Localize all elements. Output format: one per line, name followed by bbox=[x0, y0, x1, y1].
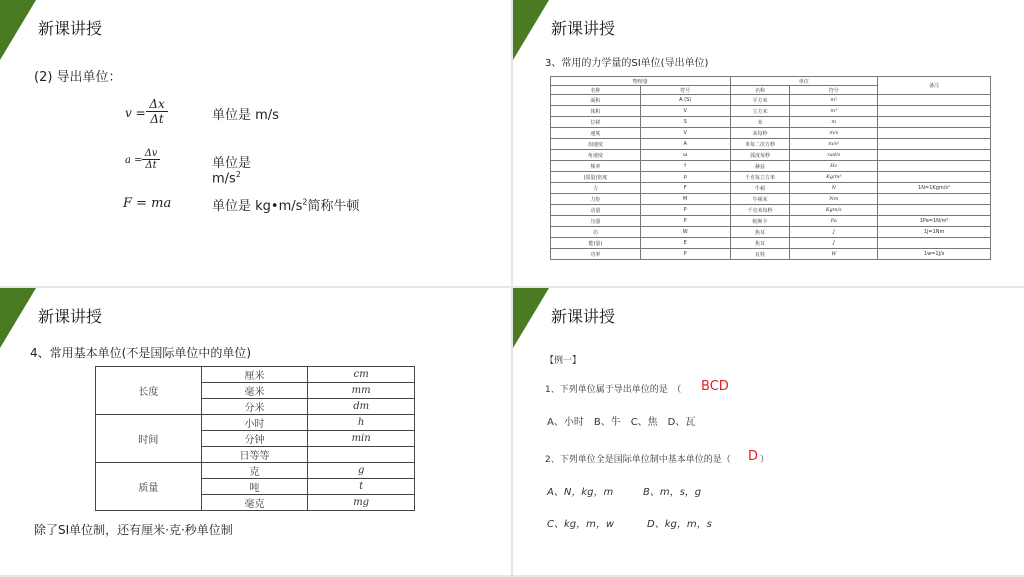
footer-note: 除了SI单位制，还有厘米·克·秒单位制 bbox=[34, 523, 233, 537]
cell-unit-symbol: m³ bbox=[790, 106, 878, 117]
green-corner-decoration bbox=[0, 288, 36, 348]
cell-unit-name: 焦耳 bbox=[730, 227, 790, 238]
slide-derived-units[interactable] bbox=[0, 0, 511, 286]
question-2-close: ） bbox=[760, 455, 770, 465]
cell-remark: 1N=1Kgm/s² bbox=[878, 183, 991, 194]
table-row bbox=[551, 227, 991, 238]
header-quantity: 物理量 bbox=[551, 77, 731, 86]
cell-symbol: f bbox=[640, 161, 730, 172]
cell-unit-symbol: Nm bbox=[790, 194, 878, 205]
header-symbol: 符号 bbox=[640, 86, 730, 95]
table-row bbox=[551, 205, 991, 216]
cell-unit-name: 米 bbox=[730, 117, 790, 128]
cell-remark bbox=[878, 128, 991, 139]
unit-symbol bbox=[308, 447, 415, 463]
cell-name: 频率 bbox=[551, 161, 641, 172]
section-heading: (2) 导出单位： bbox=[34, 70, 122, 85]
unit-force: 单位是 $kg•m/s^2$简称牛顿 bbox=[212, 197, 360, 214]
table-row bbox=[551, 183, 991, 194]
cell-remark bbox=[878, 238, 991, 249]
section-heading: 3、常用的力学量的SI单位(导出单位) bbox=[545, 58, 709, 69]
slide-examples[interactable] bbox=[513, 288, 1024, 575]
si-table-body bbox=[551, 95, 991, 260]
formula-force: F = ma bbox=[123, 196, 172, 211]
unit-acceleration-line1: 单位是 bbox=[212, 156, 252, 171]
formula-v-fraction bbox=[146, 97, 168, 126]
cell-remark bbox=[878, 161, 991, 172]
unit-name: 分米 bbox=[201, 399, 308, 415]
section-heading: 4、常用基本单位(不是国际单位中的单位) bbox=[30, 346, 251, 360]
cell-symbol: A bbox=[640, 139, 730, 150]
header-remark: 备注 bbox=[878, 77, 991, 95]
question-2: 2、下列单位全是国际单位制中基本单位的是（ bbox=[545, 455, 731, 465]
cell-symbol: M bbox=[640, 194, 730, 205]
cell-remark: 1J=1Nm bbox=[878, 227, 991, 238]
cell-unit-name: 牛顿 bbox=[730, 183, 790, 194]
unit-acceleration-line2: $m/s^2$ bbox=[212, 170, 241, 187]
cell-symbol: S bbox=[640, 117, 730, 128]
slide-title: 新课讲授 bbox=[551, 307, 616, 326]
cell-unit-name: 立方米 bbox=[730, 106, 790, 117]
table-row bbox=[551, 172, 991, 183]
cell-name: 面积 bbox=[551, 95, 641, 106]
cell-remark: 1w=1J/s bbox=[878, 249, 991, 260]
cell-symbol: P bbox=[640, 249, 730, 260]
table-row bbox=[551, 249, 991, 260]
question-1-options: A、小时 B、牛 C、焦 D、瓦 bbox=[547, 417, 696, 428]
group-label: 质量 bbox=[96, 463, 202, 511]
cell-name: 速度 bbox=[551, 128, 641, 139]
cell-remark bbox=[878, 172, 991, 183]
header-name: 名称 bbox=[551, 86, 641, 95]
unit-symbol: t bbox=[308, 479, 415, 495]
question-1-answer: BCD bbox=[701, 379, 729, 394]
example-label: 【例一】 bbox=[545, 356, 582, 366]
header-unit-symbol: 符号 bbox=[790, 86, 878, 95]
green-corner-decoration bbox=[513, 0, 549, 60]
unit-name: 毫米 bbox=[201, 383, 308, 399]
formula-v-denominator: Δt bbox=[146, 111, 168, 126]
group-label: 长度 bbox=[96, 367, 202, 415]
cell-unit-name: 瓦特 bbox=[730, 249, 790, 260]
cell-unit-symbol: m bbox=[790, 117, 878, 128]
green-corner-decoration bbox=[513, 288, 549, 348]
cell-symbol: V bbox=[640, 128, 730, 139]
cell-symbol: F bbox=[640, 183, 730, 194]
cell-unit-name: 赫兹 bbox=[730, 161, 790, 172]
green-corner-decoration bbox=[0, 0, 36, 60]
cell-unit-symbol: N bbox=[790, 183, 878, 194]
unit-name: 厘米 bbox=[201, 367, 308, 383]
cell-name: 加速度 bbox=[551, 139, 641, 150]
cell-unit-name: 米每二次方秒 bbox=[730, 139, 790, 150]
table-row bbox=[551, 139, 991, 150]
cell-unit-symbol: m/s² bbox=[790, 139, 878, 150]
table-row bbox=[551, 95, 991, 106]
cell-name: 压强 bbox=[551, 216, 641, 227]
table-row bbox=[551, 194, 991, 205]
cell-unit-symbol: m² bbox=[790, 95, 878, 106]
formula-a-lhs: a = bbox=[125, 155, 143, 166]
unit-name: 小时 bbox=[201, 415, 308, 431]
formula-a-fraction bbox=[142, 148, 160, 171]
slide-title: 新课讲授 bbox=[551, 19, 616, 38]
cell-symbol: W bbox=[640, 227, 730, 238]
question-2-option-a: A、N，kg，m bbox=[547, 487, 614, 498]
cell-symbol: A (S) bbox=[640, 95, 730, 106]
cell-symbol: E bbox=[640, 238, 730, 249]
cell-unit-symbol: rad/s bbox=[790, 150, 878, 161]
question-1: 1、下列单位属于导出单位的是 （ bbox=[545, 385, 682, 395]
cell-symbol: ρ bbox=[640, 172, 730, 183]
table-row bbox=[551, 216, 991, 227]
cell-unit-symbol: J bbox=[790, 227, 878, 238]
formula-v-numerator: Δx bbox=[149, 97, 165, 111]
table-row bbox=[551, 238, 991, 249]
cell-unit-symbol: W bbox=[790, 249, 878, 260]
question-2-option-b: B、m，s，g bbox=[643, 487, 702, 498]
base-units-table bbox=[95, 366, 415, 511]
cell-symbol: P bbox=[640, 205, 730, 216]
cell-remark bbox=[878, 205, 991, 216]
cell-unit-name: 千克米每秒 bbox=[730, 205, 790, 216]
cell-name: 角速度 bbox=[551, 150, 641, 161]
cell-remark: 1Pa=1N/m² bbox=[878, 216, 991, 227]
table-row bbox=[551, 128, 991, 139]
table-row bbox=[551, 150, 991, 161]
question-2-option-d: D、kg，m，s bbox=[647, 519, 712, 530]
cell-unit-name: 弧度每秒 bbox=[730, 150, 790, 161]
cell-name: 动量 bbox=[551, 205, 641, 216]
unit-velocity: 单位是 m/s bbox=[212, 108, 279, 123]
unit-name: 克 bbox=[201, 463, 308, 479]
cell-unit-name: 千克每立方米 bbox=[730, 172, 790, 183]
table-row bbox=[96, 415, 415, 431]
header-unit: 单位 bbox=[730, 77, 878, 86]
slide-title: 新课讲授 bbox=[38, 307, 103, 326]
table-row bbox=[551, 106, 991, 117]
cell-unit-name: 焦耳 bbox=[730, 238, 790, 249]
cell-unit-name: 平方米 bbox=[730, 95, 790, 106]
table-row bbox=[96, 367, 415, 383]
table-row bbox=[551, 117, 991, 128]
cell-name: 位移 bbox=[551, 117, 641, 128]
cell-name: 功 bbox=[551, 227, 641, 238]
unit-symbol: mg bbox=[308, 495, 415, 511]
question-2-option-c: C、kg，m，w bbox=[547, 519, 615, 530]
cell-name: 力 bbox=[551, 183, 641, 194]
unit-symbol: min bbox=[308, 431, 415, 447]
table-row bbox=[551, 161, 991, 172]
cell-unit-symbol: Pa bbox=[790, 216, 878, 227]
header-unit-name: 名称 bbox=[730, 86, 790, 95]
unit-symbol: mm bbox=[308, 383, 415, 399]
unit-symbol: g bbox=[308, 463, 415, 479]
formula-a-denominator: Δt bbox=[142, 159, 160, 171]
group-label: 时间 bbox=[96, 415, 202, 463]
cell-unit-name: 牛顿米 bbox=[730, 194, 790, 205]
cell-symbol: P bbox=[640, 216, 730, 227]
unit-name: 日等等 bbox=[201, 447, 308, 463]
cell-name: 功率 bbox=[551, 249, 641, 260]
cell-name: (质量)密度 bbox=[551, 172, 641, 183]
cell-symbol: ω bbox=[640, 150, 730, 161]
cell-name: 体积 bbox=[551, 106, 641, 117]
cell-name: 力矩 bbox=[551, 194, 641, 205]
unit-name: 毫克 bbox=[201, 495, 308, 511]
si-units-table bbox=[550, 76, 991, 260]
cell-unit-name: 米每秒 bbox=[730, 128, 790, 139]
unit-name: 分钟 bbox=[201, 431, 308, 447]
slide-title: 新课讲授 bbox=[38, 19, 103, 38]
cell-unit-symbol: Kg/m³ bbox=[790, 172, 878, 183]
cell-unit-name: 帕斯卡 bbox=[730, 216, 790, 227]
cell-remark bbox=[878, 117, 991, 128]
unit-symbol: cm bbox=[308, 367, 415, 383]
unit-symbol: h bbox=[308, 415, 415, 431]
cell-symbol: V bbox=[640, 106, 730, 117]
cell-unit-symbol: J bbox=[790, 238, 878, 249]
base-table-body bbox=[96, 367, 415, 511]
cell-unit-symbol: m/s bbox=[790, 128, 878, 139]
cell-remark bbox=[878, 106, 991, 117]
cell-remark bbox=[878, 150, 991, 161]
question-2-answer: D bbox=[748, 449, 759, 464]
cell-unit-symbol: Hz bbox=[790, 161, 878, 172]
formula-a-numerator: Δv bbox=[144, 148, 158, 159]
cell-unit-symbol: Kgm/s bbox=[790, 205, 878, 216]
unit-name: 吨 bbox=[201, 479, 308, 495]
cell-name: 能(量) bbox=[551, 238, 641, 249]
cell-remark bbox=[878, 95, 991, 106]
unit-symbol: dm bbox=[308, 399, 415, 415]
slide-non-si-units[interactable] bbox=[0, 288, 511, 575]
slide-si-derived-table[interactable] bbox=[513, 0, 1024, 286]
formula-v-lhs: v = bbox=[125, 106, 146, 120]
cell-remark bbox=[878, 139, 991, 150]
cell-remark bbox=[878, 194, 991, 205]
table-row bbox=[96, 463, 415, 479]
